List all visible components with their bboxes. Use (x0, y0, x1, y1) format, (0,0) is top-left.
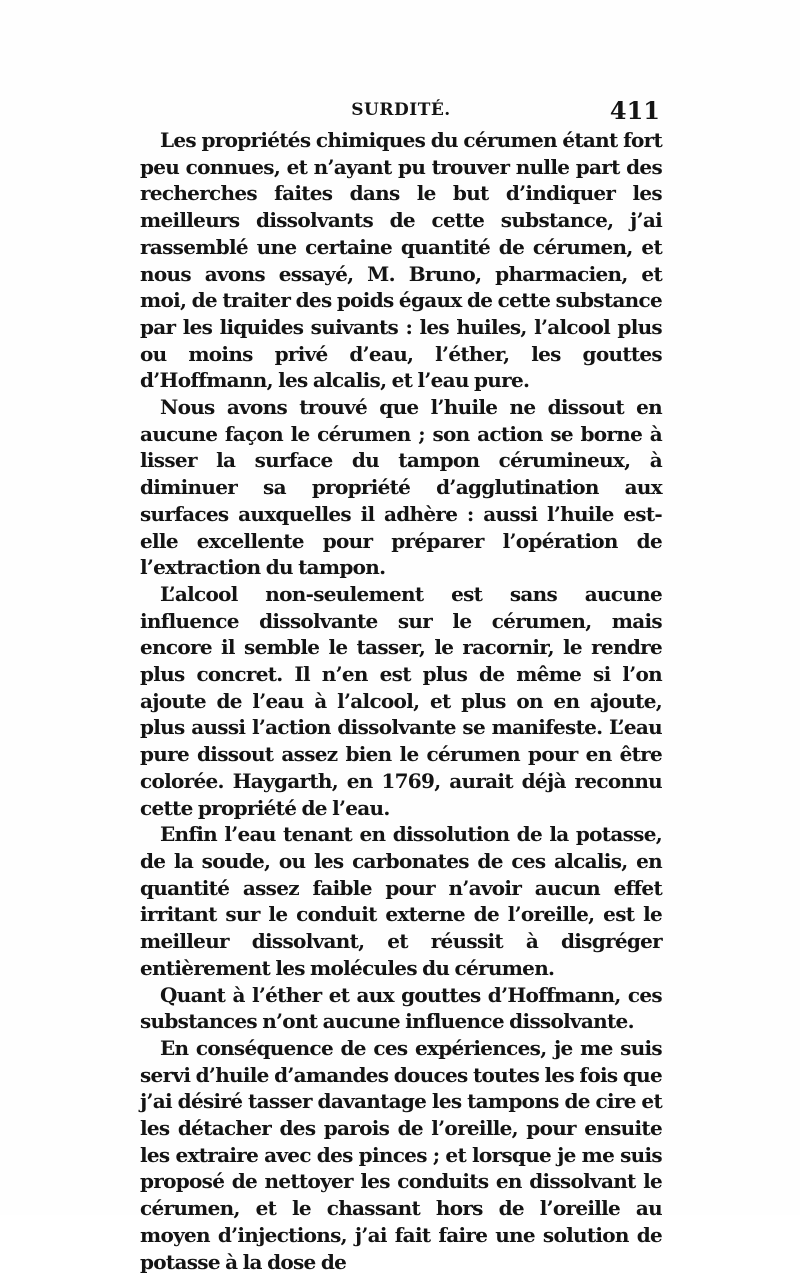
paragraph: Nous avons trouvé que l’huile ne dissout en aucune façon le cérumen ; son action se borne à lisser la surface du tampon cérumineux, à diminuer sa propriété d’agglutination aux surfaces auxquelles il adhère : aussi l’huile est-elle excellente pour préparer l’opération de l’extraction du tampon. (140, 395, 662, 580)
running-head (140, 96, 662, 126)
paragraph: Enfin l’eau tenant en dissolution de la potasse, de la soude, ou les carbonates de ces alcalis, en quantité assez faible pour n’avoir aucun effet irritant sur le conduit externe de l’oreille, est le meilleur dissolvant, et réussit à disgréger entièrement les molécules du cérumen. (140, 822, 662, 980)
paragraph: Les propriétés chimiques du cérumen étant fort peu connues, et n’ayant pu trouver nulle part des recherches faites dans le but d’indiquer les meilleurs dissolvants de cette substance, j’ai rassemblé une certaine quantité de cérumen, et nous avons essayé, M. Bruno, pharmacien, et moi, de traiter des poids égaux de cette substance par les liquides suivants : les huiles, l’alcool plus ou moins privé d’eau, l’éther, les gouttes d’Hoffmann, les alcalis, et l’eau pure. (140, 128, 662, 393)
page-number: 411 (609, 96, 660, 125)
running-title: SURDITÉ. (351, 100, 451, 120)
body-text (140, 127, 662, 1275)
paragraph: L’alcool non-seulement est sans aucune influence dissolvante sur le cérumen, mais encore il semble le tasser, le racornir, le rendre plus concret. Il n’en est plus de même si l’on ajoute de l’eau à l’alcool, et plus on en ajoute, plus aussi l’action dissolvante se manifeste. L’eau pure dissout assez bien le cérumen pour en être colorée. Haygarth, en 1769, aurait déjà reconnu cette propriété de l’eau. (140, 581, 662, 820)
paragraph: En conséquence de ces expériences, je me suis servi d’huile d’amandes douces toutes les fois que j’ai désiré tasser davantage les tampons de cire et les détacher des parois de l’oreille, pour ensuite les extraire avec des pinces ; et lorsque je me suis proposé de nettoyer les conduits en dissolvant le cérumen, et le chassant hors de l’oreille au moyen d’injections, j’ai fait faire une solution de potasse à la dose de (140, 1035, 662, 1274)
paragraph: Quant à l’éther et aux gouttes d’Hoffmann, ces substances n’ont aucune influence dissolvante. (140, 982, 662, 1034)
